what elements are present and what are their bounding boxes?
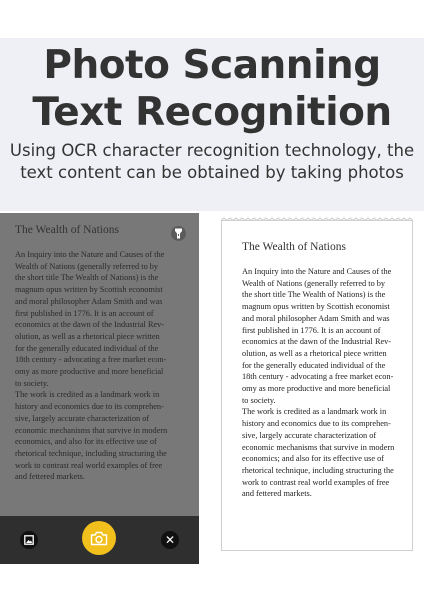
- text-line: sive, largely accurate characterization of: [15, 413, 150, 423]
- text-line: An Inquiry into the Nature and Causes of the: [15, 250, 165, 259]
- text-line: economic mechanisms that survive in modern: [15, 425, 168, 435]
- text-line: history and economics due to its comprehen-: [242, 419, 391, 429]
- text-line: rhetorical technique, including structuring the: [15, 448, 167, 458]
- text-line: to society.: [242, 395, 276, 405]
- text-line: work to contrast real world examples of free: [15, 460, 163, 470]
- flashlight-button[interactable]: [171, 226, 186, 241]
- text-line: history and economics due to its comprehen-: [15, 402, 164, 412]
- text-line: The work is credited as a landmark work in: [15, 390, 160, 400]
- text-line: olution, as well as a rhetorical piece written: [242, 348, 387, 358]
- scanned-doc-title: The Wealth of Nations: [15, 224, 119, 236]
- text-line: and fettered markets.: [15, 472, 85, 482]
- text-line: Wealth of Nations (generally referred to by: [15, 261, 159, 271]
- scanned-doc-body: [15, 249, 167, 483]
- text-line: and moral philosopher Adam Smith and was: [15, 296, 163, 306]
- headline-line-1: Photo Scanning: [43, 43, 381, 88]
- text-line: 18th century - advocating a free market econ-: [15, 355, 167, 365]
- text-line: economics at the dawn of the Industrial Rev-: [242, 337, 392, 347]
- gallery-icon: [24, 535, 34, 545]
- subtitle-line-2: text content can be obtained by taking photos: [20, 163, 404, 182]
- text-line: economics; and also for its effective use of: [242, 454, 384, 464]
- text-line: The work is credited as a landmark work in: [242, 407, 387, 417]
- text-line: economics at the dawn of the Industrial Rev-: [15, 320, 165, 330]
- recognized-document: [221, 220, 413, 551]
- camera-viewfinder: [0, 213, 199, 564]
- text-line: first published in 1776. It is an account of: [242, 325, 381, 335]
- text-line: economic mechanisms that survive in modern: [242, 442, 395, 452]
- text-line: and moral philosopher Adam Smith and was: [242, 313, 390, 323]
- recognized-doc-body: [242, 266, 394, 500]
- text-line: An Inquiry into the Nature and Causes of the: [242, 267, 392, 276]
- text-line: 18th century - advocating a free market econ-: [242, 372, 394, 382]
- text-line: sive, largely accurate characterization of: [242, 430, 377, 440]
- gallery-button[interactable]: [20, 531, 38, 549]
- text-line: rhetorical technique, including structuring the: [242, 465, 394, 475]
- text-line: Wealth of Nations (generally referred to by: [242, 278, 386, 288]
- subtitle: [0, 140, 424, 184]
- text-line: work to contrast real world examples of free: [242, 477, 390, 487]
- camera-icon: [90, 531, 108, 546]
- close-icon: ✕: [164, 533, 176, 547]
- text-line: for the generally educated individual of the: [242, 360, 386, 370]
- camera-toolbar: [0, 516, 199, 564]
- text-line: magnum opus written by Scottish economist: [15, 285, 163, 295]
- text-line: omy as more productive and more beneficial: [15, 367, 164, 377]
- text-line: magnum opus written by Scottish economist: [242, 302, 390, 312]
- text-line: olution, as well as a rhetorical piece written: [15, 331, 160, 341]
- headline-line-2: Text Recognition: [32, 90, 392, 135]
- text-line: for the generally educated individual of the: [15, 343, 159, 353]
- text-line: first published in 1776. It is an account of: [15, 308, 154, 318]
- close-button[interactable]: [161, 531, 179, 549]
- recognized-text-panel: [221, 220, 415, 557]
- text-line: the short title The Wealth of Nations) is the: [242, 290, 386, 300]
- text-line: economics, and also for its effective use of: [15, 437, 157, 447]
- text-line: to society.: [15, 378, 49, 388]
- shutter-button[interactable]: [82, 521, 116, 555]
- recognized-doc-title: The Wealth of Nations: [242, 241, 346, 253]
- flashlight-icon: [174, 228, 183, 239]
- text-line: the short title The Wealth of Nations) is the: [15, 273, 159, 283]
- text-line: and fettered markets.: [242, 489, 312, 499]
- subtitle-line-1: Using OCR character recognition technology, the: [9, 141, 415, 160]
- text-line: omy as more productive and more beneficial: [242, 384, 391, 394]
